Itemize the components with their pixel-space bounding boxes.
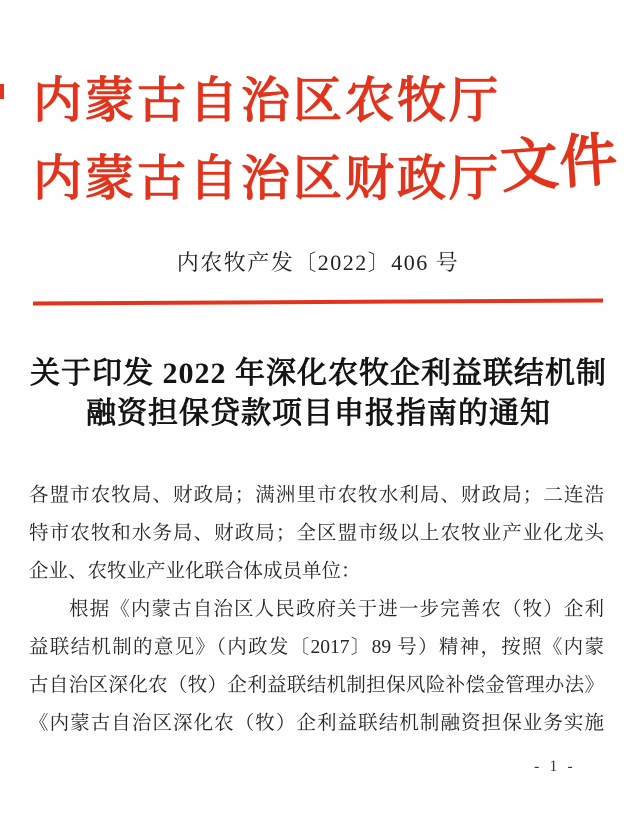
document-body — [29, 481, 604, 747]
body-line-paragraph-4: 《内蒙古自治区深化农（牧）企利益联结机制融资担保业务实施 — [29, 713, 604, 734]
issuer-name-agriculture-dept: 内蒙古自治区农牧厅 — [33, 73, 502, 128]
body-line-recipients-3: 企业、农牧业产业化联合体成员单位： — [29, 561, 361, 582]
document-type-label: 文件 — [498, 126, 621, 201]
red-divider-line — [33, 299, 603, 305]
title-line-1: 关于印发 2022 年深化农牧企利益联结机制 — [30, 357, 607, 390]
body-line-paragraph-2: 益联结机制的意见》（内政发〔2017〕89 号）精神，按照《内蒙 — [29, 637, 604, 658]
body-line-paragraph-3: 古自治区深化农（牧）企利益联结机制担保风险补偿金管理办法》 — [29, 675, 604, 696]
body-line-recipients-1: 各盟市农牧局、财政局；满洲里市农牧水利局、财政局；二连浩 — [29, 485, 604, 506]
body-line-paragraph-1: 根据《内蒙古自治区人民政府关于进一步完善农（牧）企利 — [69, 599, 604, 620]
issuer-name-finance-dept: 内蒙古自治区财政厅 — [33, 151, 502, 206]
body-line-recipients-2: 特市农牧和水务局、财政局；全区盟市级以上农牧业产业化龙头 — [29, 523, 604, 544]
red-scan-artifact — [0, 84, 4, 99]
title-line-2: 融资担保贷款项目申报指南的通知 — [86, 397, 551, 430]
document-title — [30, 354, 607, 434]
page-number: - 1 - — [534, 758, 576, 775]
document-reference-number: 内农牧产发〔2022〕406 号 — [176, 250, 460, 275]
